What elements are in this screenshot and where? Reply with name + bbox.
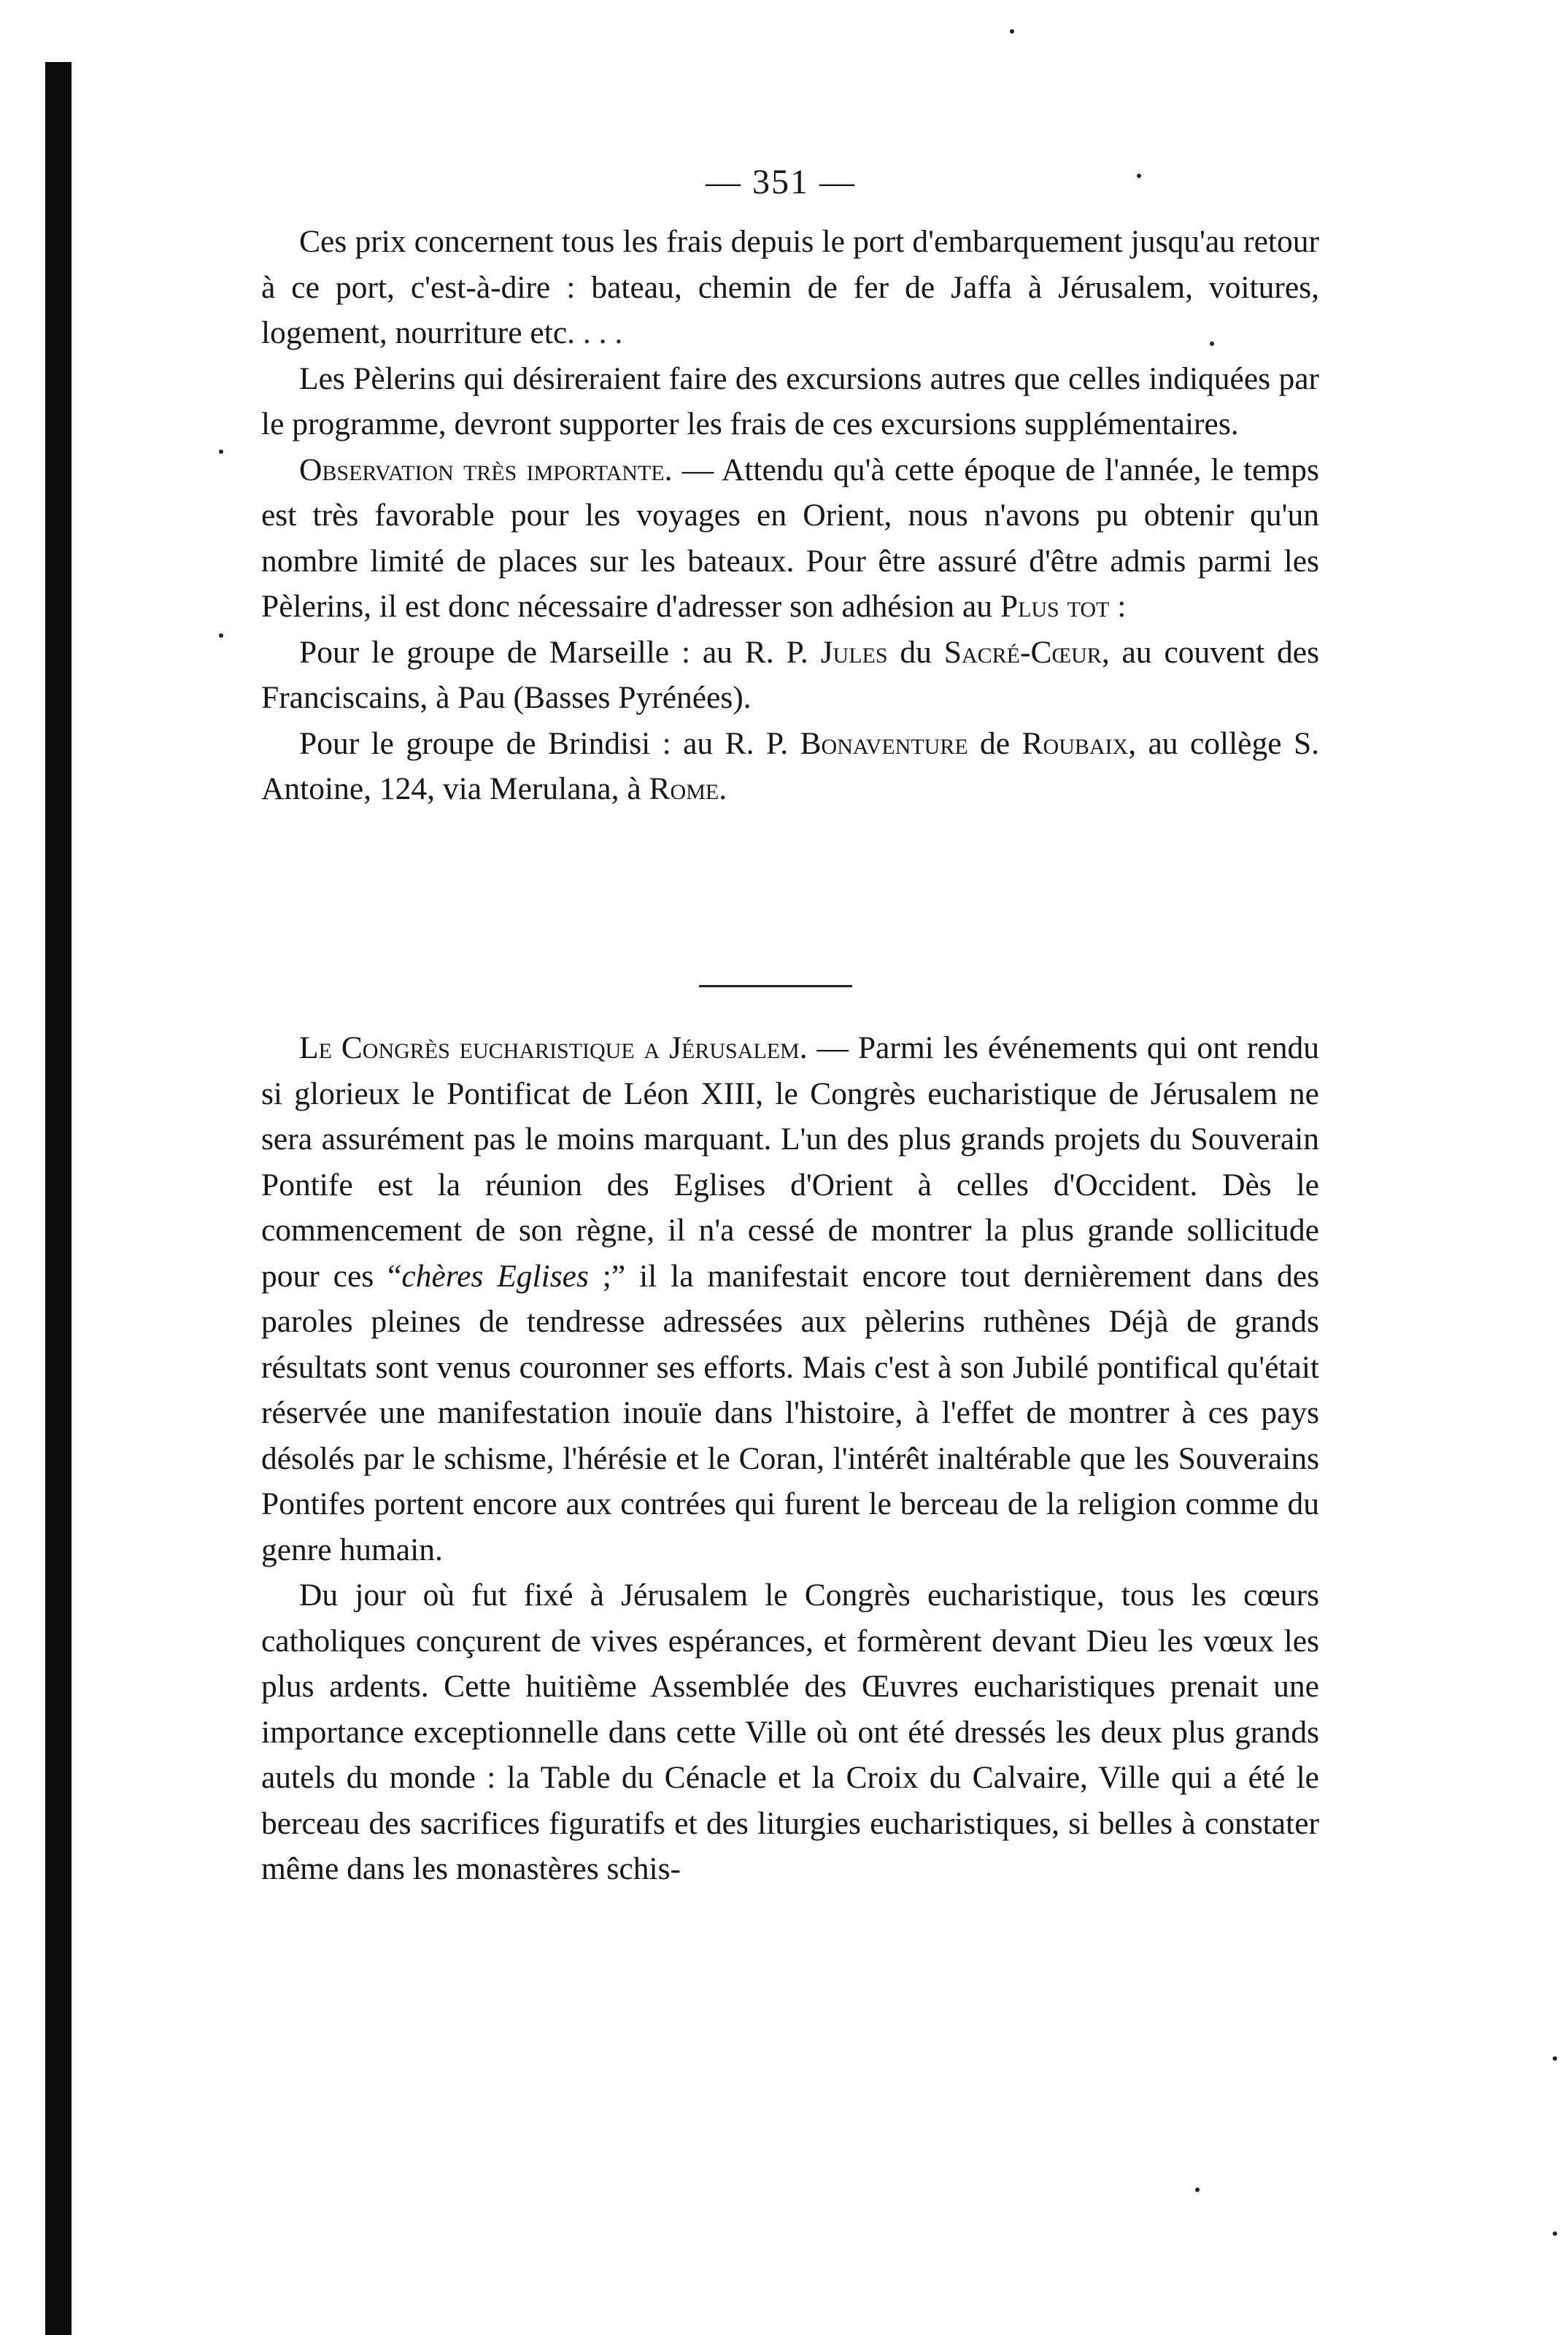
prices-paragraph: Ces prix concernent tous les frais depuis le port d'embarquement jusqu'au retour à ce port, c'est-à-dire : bateau, chemin de fer de Jaffa à Jérusalem, voitures, logement, nourriture etc. . . . (261, 224, 1319, 350)
section-heading: Le Congrès eucharistique a Jérusalem. (299, 1030, 808, 1065)
scan-speck (219, 633, 223, 638)
brindisi-text: de (968, 725, 1022, 761)
scan-speck (1553, 2231, 1557, 2236)
excursions-paragraph: Les Pèlerins qui désireraient faire des excursions autres que celles indiquées par le programme, devront supporter les frais de ces excursions supplémentaires. (261, 360, 1319, 441)
scan-speck (219, 449, 223, 454)
eucharistic-congress-section (261, 1025, 1319, 1892)
brindisi-text: , au collège S. Antoine, 124, via Merulana, à (261, 725, 1320, 806)
marseille-text: du (887, 634, 944, 670)
brindisi-group-paragraph (261, 721, 1319, 812)
scan-speck (1195, 2188, 1200, 2192)
marseille-text: Pour le groupe de Marseille : au R. P. (299, 634, 821, 670)
brindisi-text: Pour le groupe de Brindisi : au R. P. (299, 725, 800, 761)
scan-binding-edge (45, 62, 72, 2335)
notice-label: Observation très importante. (299, 452, 673, 487)
quoted-phrase: chères Eglises (401, 1258, 589, 1294)
practical-info-section (261, 219, 1319, 812)
page-number: — 351 — (706, 163, 856, 201)
brindisi-contact-place: Roubaix (1021, 725, 1129, 761)
marseille-contact-name: Jules (820, 634, 888, 670)
notice-end: : (1109, 589, 1127, 624)
brindisi-text: . (719, 771, 727, 806)
important-notice-paragraph (261, 447, 1319, 630)
brindisi-contact-name: Bonaventure (800, 725, 968, 761)
scan-speck (1010, 29, 1014, 34)
congress-second-paragraph: Du jour où fut fixé à Jérusalem le Congrès eucharistique, tous les cœurs catholiques conçurent de vives espérances, et formèrent devant Dieu les vœux les plus ardents. Cette huitième Assemblée des Œuvres eucharistiques prenait une importance exceptionnelle dans cette Ville où ont été dressés les deux plus grands autels du monde : la Table du Cénacle et la Croix du Calvaire, Ville qui a été le berceau des sacrifices figuratifs et des liturgies eucharistiques, si belles à constater même dans les monastères schis- (261, 1578, 1319, 1886)
marseille-group-paragraph (261, 630, 1319, 721)
notice-emphasis: Plus tot (1000, 589, 1110, 624)
marseille-contact-place: Sacré-Cœur (943, 634, 1102, 670)
scan-speck (1553, 2056, 1557, 2061)
congress-intro-paragraph (261, 1025, 1319, 1572)
congress-intro-rest: ;” il la manifestait encore tout dernièrement dans des paroles pleines de tendresse adressées aux pèlerins ruthènes Déjà de grands résultats sont venus couronner ses efforts. Mais c'est à son Jubilé pontifical qu'était réservée une manifestation inouïe dans l'histoire, à l'effet de montrer à ces pays désolés par le schisme, l'hérésie et le Coran, l'intérêt inaltérable que les Souverains Pontifes portent encore aux contrées qui furent le berceau de la religion comme du genre humain. (261, 1258, 1320, 1567)
brindisi-city: Rome (649, 771, 719, 806)
section-divider (699, 985, 852, 987)
congress-intro-text: — Parmi les événements qui ont rendu si glorieux le Pontificat de Léon XIII, le Congrès eucharistique de Jérusalem ne sera assurément pas le moins marquant. L'un des plus grands projets du Souverain Pontife est la réunion des Eglises d'Orient à celles d'Occident. Dès le commencement de son règne, il n'a cessé de montrer la plus grande sollicitude pour ces “ (261, 1030, 1319, 1294)
scan-speck (1137, 174, 1141, 178)
marseille-text: , au couvent des Franciscains, à Pau (Basses Pyrénées). (261, 634, 1319, 715)
notice-text: — Attendu qu'à cette époque de l'année, le temps est très favorable pour les voyages en Orient, nous n'avons pu obtenir qu'un nombre limité de places sur les bateaux. Pour être assuré d'être admis parmi les Pèlerins, il est donc nécessaire d'adresser son adhésion au (261, 452, 1319, 624)
